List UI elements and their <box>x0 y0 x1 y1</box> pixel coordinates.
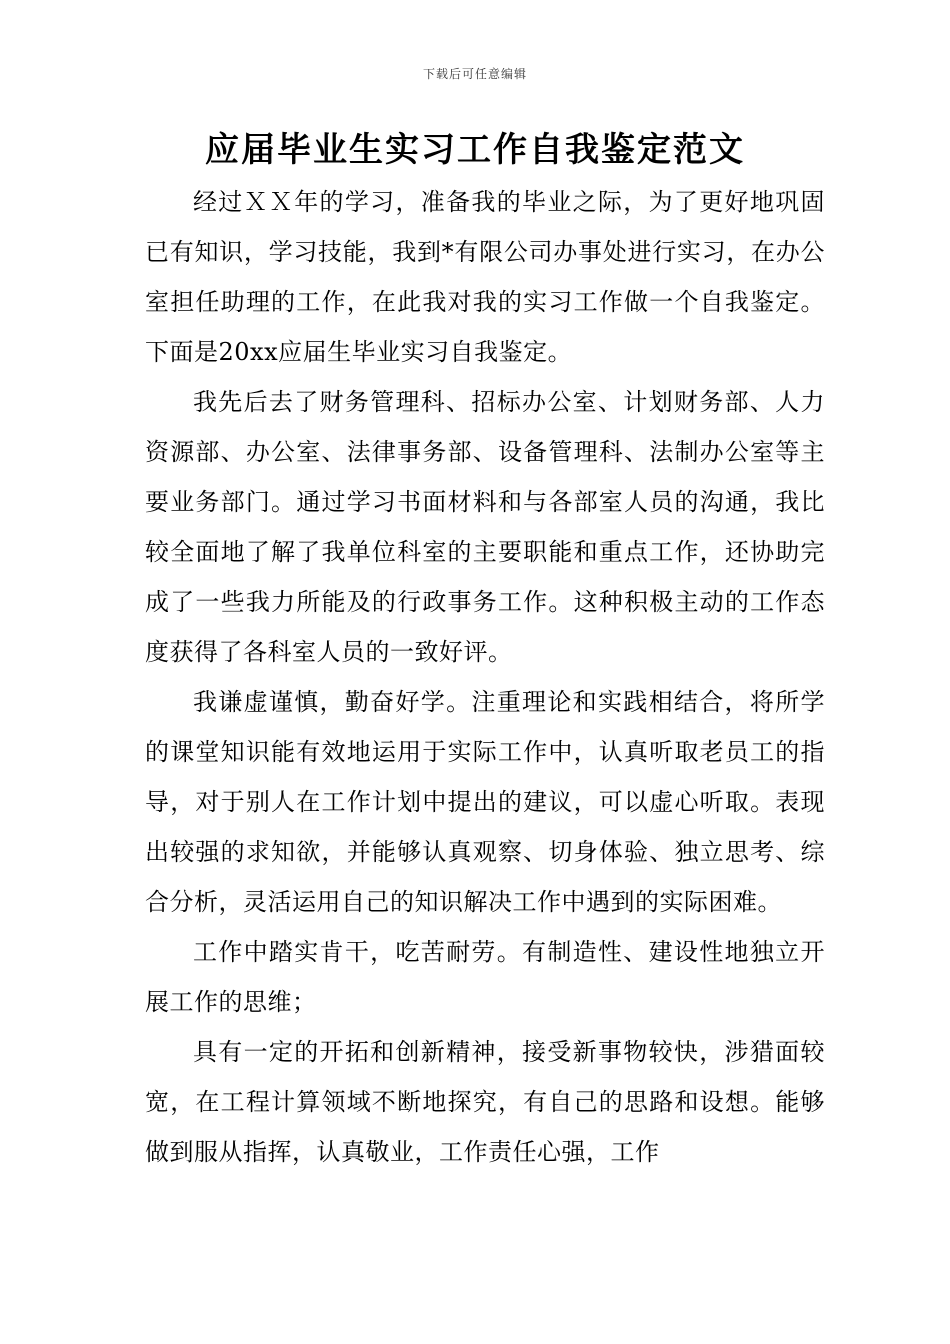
paragraph-4: 工作中踏实肯干，吃苦耐劳。有制造性、建设性地独立开展工作的思维； <box>145 938 825 1016</box>
paragraph-3: 我谦虚谨慎，勤奋好学。注重理论和实践相结合，将所学的课堂知识能有效地运用于实际工作中，认真听取老员工的指导，对于别人在工作计划中提出的建议，可以虚心听取。表现出较强的求知欲，并能够认真观察、切身体验、独立思考、综合分析，灵活运用自己的知识解决工作中遇到的实际困难。 <box>145 688 825 916</box>
document-title: 应届毕业生实习工作自我鉴定范文 <box>205 130 745 170</box>
document-body <box>145 177 825 1177</box>
header-note: 下载后可任意编辑 <box>422 67 527 81</box>
paragraph-2: 我先后去了财务管理科、招标办公室、计划财务部、人力资源部、办公室、法律事务部、设备管理科、法制办公室等主要业务部门。通过学习书面材料和与各部室人员的沟通，我比较全面地了解了我单位科室的主要职能和重点工作，还协助完成了一些我力所能及的行政事务工作。这种积极主动的工作态度获得了各科室人员的一致好评。 <box>145 388 825 666</box>
paragraph-5: 具有一定的开拓和创新精神，接受新事物较快，涉猎面较宽，在工程计算领域不断地探究，有自己的思路和设想。能够做到服从指挥，认真敬业，工作责任心强，工作 <box>145 1038 825 1166</box>
paragraph-1: 经过ＸＸ年的学习，准备我的毕业之际，为了更好地巩固已有知识，学习技能，我到*有限公司办事处进行实习，在办公室担任助理的工作，在此我对我的实习工作做一个自我鉴定。 下面是20xx应届生毕业实习自我鉴定。 <box>145 188 825 366</box>
